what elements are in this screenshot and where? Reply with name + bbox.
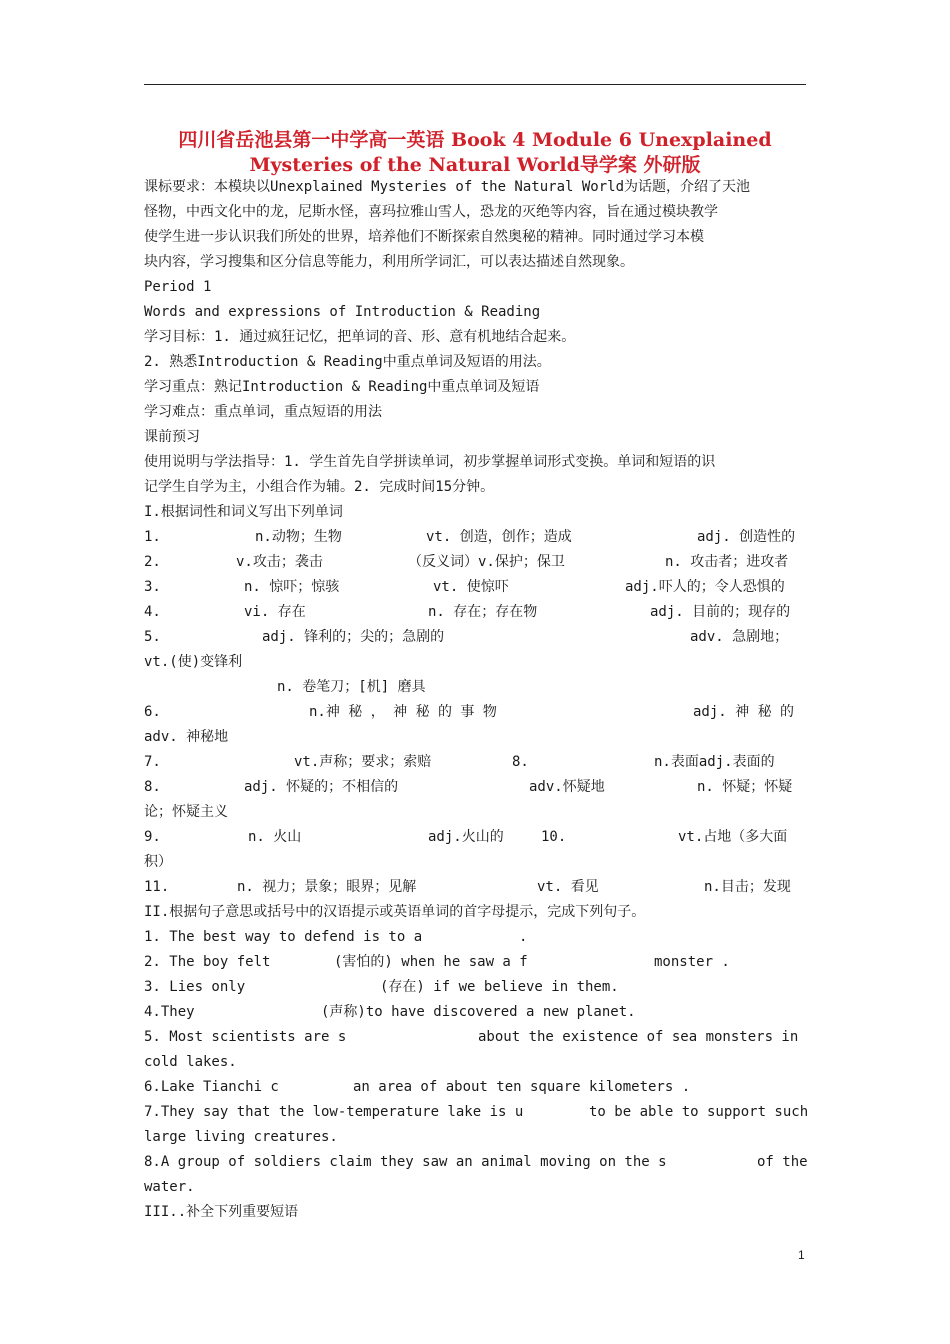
period-heading: Period 1 <box>144 279 212 295</box>
sentence-part: . <box>519 929 528 945</box>
vocab-continuation: vt.(使)变锋利 <box>144 654 243 670</box>
vocab-number: 1. <box>144 529 161 545</box>
sentence-part: (声称)to have discovered a new planet. <box>321 1004 636 1020</box>
intro-line: 怪物，中西文化中的龙，尼斯水怪，喜玛拉雅山雪人，恐龙的灭绝等内容，旨在通过模块教学 <box>144 204 718 220</box>
sentence-part: 7.They say that the low-temperature lake is u <box>144 1104 524 1120</box>
sentence-part: monster . <box>654 954 730 970</box>
vocab-definition: adv. 急剧地； <box>690 629 789 645</box>
vocab-definition: vi. 存在 <box>244 604 306 620</box>
vocab-definition: n. 攻击者；进攻者 <box>665 554 789 570</box>
vocab-number: 8. <box>512 754 529 770</box>
vocab-definition: adj. 创造性的 <box>697 529 796 545</box>
vocab-definition: vt. 创造，创作；造成 <box>426 529 572 545</box>
document-title-line1: 四川省岳池县第一中学高一英语 Book 4 Module 6 Unexplained <box>178 129 772 151</box>
vocab-definition: n.动物；生物 <box>255 529 342 545</box>
section-heading-2: II.根据句子意思或括号中的汉语提示或英语单词的首字母提示，完成下列句子。 <box>144 904 646 920</box>
sentence-part: 4.They <box>144 1004 195 1020</box>
vocab-definition: n. 惊吓；惊骇 <box>244 579 340 595</box>
goal-line: 2. 熟悉Introduction & Reading中重点单词及短语的用法。 <box>144 354 551 370</box>
vocab-number: 5. <box>144 629 161 645</box>
vocab-definition: n. 卷笔刀；[机] 磨具 <box>277 679 426 695</box>
vocab-definition: n.神 秘 ， 神 秘 的 事 物 <box>309 704 497 720</box>
vocab-number: 3. <box>144 579 161 595</box>
intro-line: 使学生进一步认识我们所处的世界，培养他们不断探索自然奥秘的精神。同时通过学习本模 <box>144 229 704 245</box>
vocab-definition: n. 怀疑；怀疑 <box>697 779 793 795</box>
page-number: 1 <box>798 1248 805 1262</box>
vocab-number: 11. <box>144 879 170 895</box>
vocab-number: 4. <box>144 604 161 620</box>
section-heading-1: I.根据词性和词义写出下列单词 <box>144 504 343 520</box>
vocab-definition: n.目击；发现 <box>704 879 791 895</box>
vocab-definition: adj. 目前的；现存的 <box>650 604 791 620</box>
vocab-definition: adj.火山的 <box>428 829 504 845</box>
vocab-number: 10. <box>541 829 567 845</box>
vocab-definition: vt.占地（多大面 <box>678 829 788 845</box>
guide-line: 使用说明与学法指导：1. 学生首先自学拼读单词，初步掌握单词形式变换。单词和短语的识 <box>144 454 716 470</box>
sentence-part: (存在) if we believe in them. <box>380 979 619 995</box>
sentence-part: 3. Lies only <box>144 979 246 995</box>
vocab-number: 8. <box>144 779 161 795</box>
vocab-definition: adj. 锋利的；尖的；急剧的 <box>262 629 445 645</box>
goal-line: 学习重点：熟记Introduction & Reading中重点单词及短语 <box>144 379 540 395</box>
vocab-definition: vt. 看见 <box>537 879 599 895</box>
vocab-definition: v.攻击；袭击 <box>236 554 323 570</box>
vocab-definition: adj. 怀疑的；不相信的 <box>244 779 399 795</box>
intro-line: 块内容，学习搜集和区分信息等能力，利用所学词汇，可以表达描述自然现象。 <box>144 254 634 270</box>
sentence-part: an area of about ten square kilometers . <box>353 1079 691 1095</box>
sentence-part: to be able to support such <box>589 1104 809 1120</box>
vocab-definition: n. 火山 <box>248 829 302 845</box>
vocab-definition: adj. 神 秘 的 <box>693 704 795 720</box>
sentence-part: 1. The best way to defend is to a <box>144 929 423 945</box>
vocab-definition: n.表面adj.表面的 <box>654 754 775 770</box>
sentence-continuation: water. <box>144 1179 195 1195</box>
vocab-definition: vt. 使惊吓 <box>433 579 509 595</box>
vocab-continuation: 积） <box>144 854 172 870</box>
vocab-definition: n. 存在；存在物 <box>428 604 538 620</box>
header-rule <box>144 84 806 85</box>
goal-line: 学习难点：重点单词，重点短语的用法 <box>144 404 382 420</box>
period-subtitle: Words and expressions of Introduction & Reading <box>144 304 541 320</box>
sentence-part: 8.A group of soldiers claim they saw an animal moving on the s <box>144 1154 667 1170</box>
sentence-part: 5. Most scientists are s <box>144 1029 347 1045</box>
sentence-part: 2. The boy felt <box>144 954 271 970</box>
document-title-line2: Mysteries of the Natural World导学案 外研版 <box>249 154 701 176</box>
goal-line: 课前预习 <box>144 429 200 445</box>
sentence-part: (害怕的) when he saw a f <box>334 954 528 970</box>
vocab-definition: vt.声称；要求；索赔 <box>294 754 432 770</box>
vocab-number: 2. <box>144 554 161 570</box>
vocab-continuation: 论；怀疑主义 <box>144 804 228 820</box>
goal-line: 学习目标：1. 通过疯狂记忆，把单词的音、形、意有机地结合起来。 <box>144 329 576 345</box>
intro-line: 课标要求：本模块以Unexplained Mysteries of the Natural World为话题，介绍了天池 <box>144 179 751 195</box>
guide-line: 记学生自学为主，小组合作为辅。2. 完成时间15分钟。 <box>144 479 495 495</box>
sentence-part: about the existence of sea monsters in <box>478 1029 799 1045</box>
sentence-continuation: large living creatures. <box>144 1129 338 1145</box>
vocab-number: 9. <box>144 829 161 845</box>
sentence-continuation: cold lakes. <box>144 1054 237 1070</box>
section-heading-3: III..补全下列重要短语 <box>144 1204 299 1220</box>
vocab-continuation: adv. 神秘地 <box>144 729 229 745</box>
vocab-number: 7. <box>144 754 161 770</box>
sentence-part: 6.Lake Tianchi c <box>144 1079 279 1095</box>
vocab-definition: n. 视力；景象；眼界；见解 <box>237 879 417 895</box>
vocab-number: 6. <box>144 704 161 720</box>
vocab-definition: （反义词）v.保护；保卫 <box>408 554 565 570</box>
vocab-definition: adv.怀疑地 <box>529 779 605 795</box>
sentence-part: of the <box>757 1154 808 1170</box>
vocab-definition: adj.吓人的；令人恐惧的 <box>625 579 785 595</box>
